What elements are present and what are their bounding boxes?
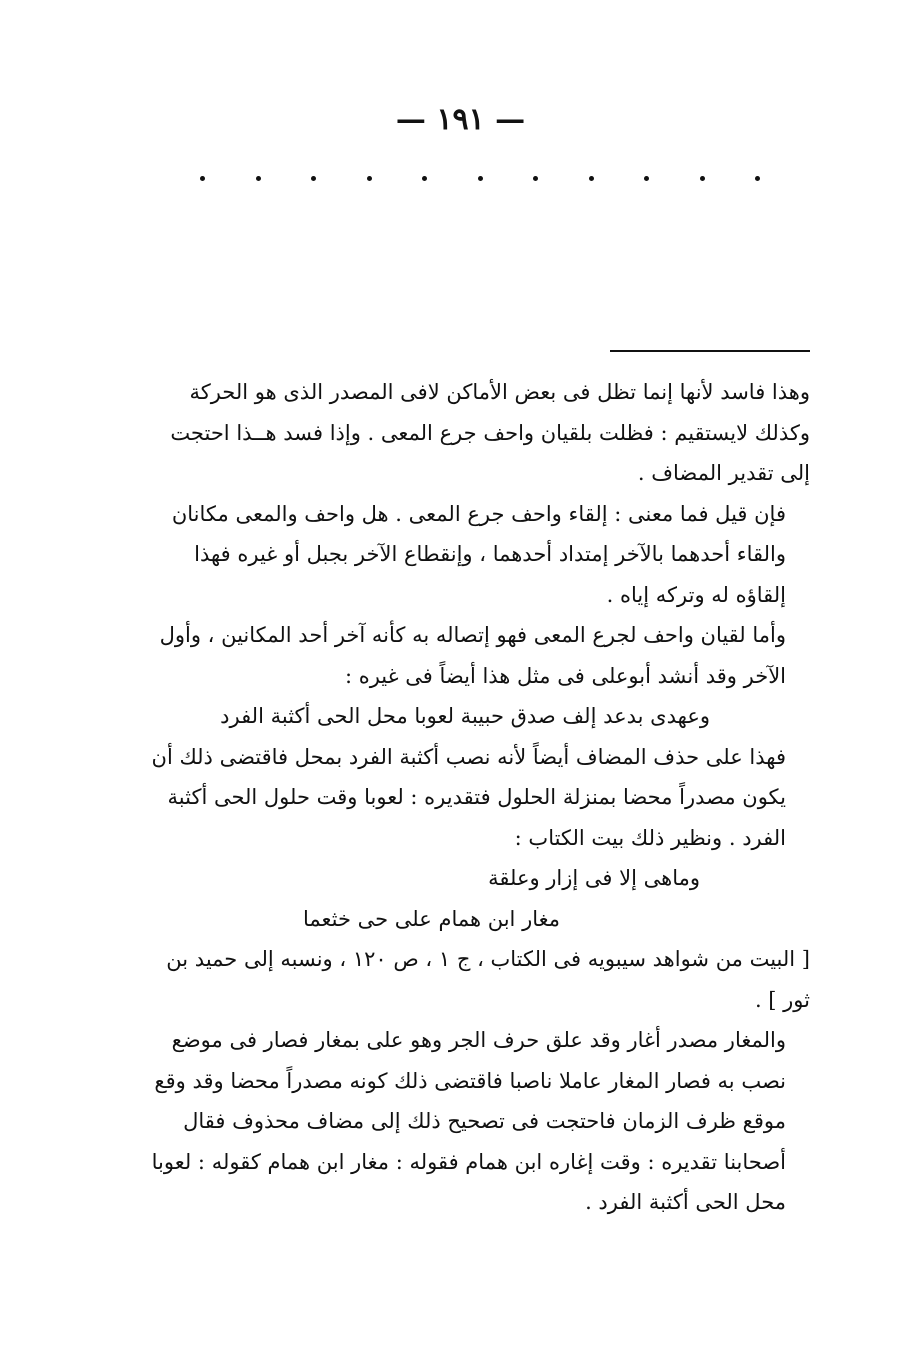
dot <box>311 176 316 181</box>
verse-line: وماهى إلا فى إزار وعلقة <box>488 866 700 890</box>
dot <box>755 176 760 181</box>
verse-line: مغار ابن همام على حى خثعما <box>302 906 560 931</box>
dot <box>533 176 538 181</box>
paragraph: وهذا فاسد لأنها إنما تظل فى بعض الأماكن لافى المصدر الذى هو الحركة وكذلك لايستقيم : فظلت بلقيان واحف جرع المعى . وإذا فسد هــذا احتجت إلى تقدير المضاف . <box>170 380 810 485</box>
dot <box>478 176 483 181</box>
paragraph: وأما لقيان واحف لجرع المعى فهو إتصاله به كأنه آخر أحد المكانين ، وأول الآخر وقد أنشد أبوعلى فى مثل هذا أيضاً فى غيره : <box>159 623 786 688</box>
paragraph: والمغار مصدر أغار وقد علق حرف الجر وهو على بمغار فصار فى موضع نصب به فصار المغار عاملا ناصبا فاقتضى ذلك كونه مصدراً محضا وقد وقع موقع ظرف الزمان فاحتجت فى تصحيح ذلك إلى مضاف محذوف فقال أصحابنا تقديره : وقت إغاره ابن همام فقوله : مغار ابن همام كقوله : لعوبا محل الحى أكثبة الفرد . <box>151 1028 786 1214</box>
paragraph: فهذا على حذف المضاف أيضاً لأنه نصب أكثبة الفرد بمحل فاقتضى ذلك أن يكون مصدراً محضا بمنزلة الحلول فتقديره : لعوبا وقت حلول الحى أكثبة الفرد . ونظير ذلك بيت الكتاب : <box>151 744 786 850</box>
page-number: — ١٩١ — <box>395 102 526 137</box>
dot <box>200 176 205 181</box>
paragraph: فإن قيل فما معنى : إلقاء واحف جرع المعى . هل واحف والمعى مكانان والقاء أحدهما بالآخر إمتداد أحدهما ، وإنقطاع الآخر بجبل أو غيره فهذا إلقاؤه له وتركه إياه . <box>171 501 786 607</box>
bracketed-note: [ البيت من شواهد سيبويه فى الكتاب ، ج ١ ، ص ١٢٠ ، ونسبه إلى حميد بن ثور ] . <box>166 947 810 1012</box>
dot <box>589 176 594 181</box>
ornament-dots <box>200 176 760 181</box>
verse-line: وعهدى بدعد إلف صدق حبيبة لعوبا محل الحى أكثبة الفرد <box>220 704 710 728</box>
dot <box>700 176 705 181</box>
footnote-rule <box>610 350 810 352</box>
body-text <box>150 372 810 1223</box>
dot <box>367 176 372 181</box>
dot <box>256 176 261 181</box>
dot <box>422 176 427 181</box>
dot <box>644 176 649 181</box>
